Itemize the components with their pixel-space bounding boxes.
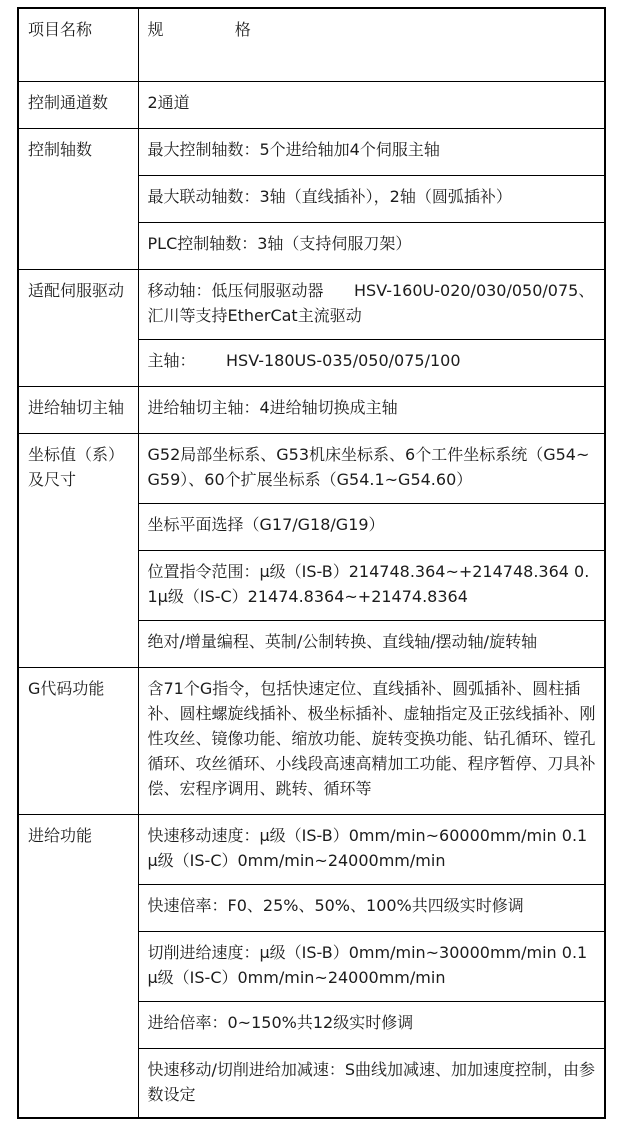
spec-cell: 最大控制轴数：5个进给轴加4个伺服主轴 <box>138 128 605 175</box>
spec-table <box>17 7 606 1119</box>
table-row <box>18 814 605 884</box>
spec-cell: 进给倍率：0~150%共12级实时修调 <box>138 1001 605 1048</box>
spec-cell: 最大联动轴数：3轴（直线插补），2轴（圆弧插补） <box>138 175 605 222</box>
table-header-row <box>18 8 605 81</box>
spec-cell: 移动轴：低压伺服驱动器 HSV-160U-020/030/050/075、汇川等支持EtherCat主流驱动 <box>138 269 605 339</box>
spec-cell: 快速移动速度：μ级（IS-B）0mm/min~60000mm/min 0.1μ级（IS-C）0mm/min~24000mm/min <box>138 814 605 884</box>
spec-cell: 坐标平面选择（G17/G18/G19） <box>138 503 605 550</box>
table-row <box>18 269 605 339</box>
spec-cell: 2通道 <box>138 81 605 128</box>
table-row <box>18 386 605 433</box>
spec-cell: 快速倍率：F0、25%、50%、100%共四级实时修调 <box>138 884 605 931</box>
spec-cell: 位置指令范围：μ级（IS-B）214748.364~+214748.364 0.1μ级（IS-C）21474.8364~+21474.8364 <box>138 550 605 620</box>
spec-cell: 含71个G指令，包括快速定位、直线插补、圆弧插补、圆柱插补、圆柱螺旋线插补、极坐标插补、虚轴指定及正弦线插补、刚性攻丝、镜像功能、缩放功能、旋转变换功能、钻孔循环、镗孔循环、攻丝循环、小线段高速高精加工功能、程序暂停、刀具补偿、宏程序调用、跳转、循环等 <box>138 667 605 814</box>
spec-cell: 主轴： HSV-180US-035/050/075/100 <box>138 339 605 386</box>
table-row <box>18 81 605 128</box>
spec-cell: G52局部坐标系、G53机床坐标系、6个工件坐标系统（G54~G59）、60个扩展坐标系（G54.1~G54.60） <box>138 433 605 503</box>
table-row <box>18 128 605 175</box>
row-label-servo-drive: 适配伺服驱动 <box>18 269 138 386</box>
column-header-spec: 规 格 <box>138 8 605 81</box>
table-row <box>18 667 605 814</box>
row-label-control-axes: 控制轴数 <box>18 128 138 269</box>
row-label-feed-functions: 进给功能 <box>18 814 138 1118</box>
row-label-control-channels: 控制通道数 <box>18 81 138 128</box>
column-header-item-name: 项目名称 <box>18 8 138 81</box>
spec-cell: 进给轴切主轴：4进给轴切换成主轴 <box>138 386 605 433</box>
row-label-coordinate-system: 坐标值（系）及尺寸 <box>18 433 138 667</box>
spec-cell: 绝对/增量编程、英制/公制转换、直线轴/摆动轴/旋转轴 <box>138 620 605 667</box>
spec-cell: PLC控制轴数：3轴（支持伺服刀架） <box>138 222 605 269</box>
spec-cell: 快速移动/切削进给加减速：S曲线加减速、加加速度控制，由参数设定 <box>138 1048 605 1118</box>
table-row <box>18 433 605 503</box>
row-label-g-code-functions: G代码功能 <box>18 667 138 814</box>
spec-cell: 切削进给速度：μ级（IS-B）0mm/min~30000mm/min 0.1μ级（IS-C）0mm/min~24000mm/min <box>138 931 605 1001</box>
row-label-feed-axis-to-spindle: 进给轴切主轴 <box>18 386 138 433</box>
